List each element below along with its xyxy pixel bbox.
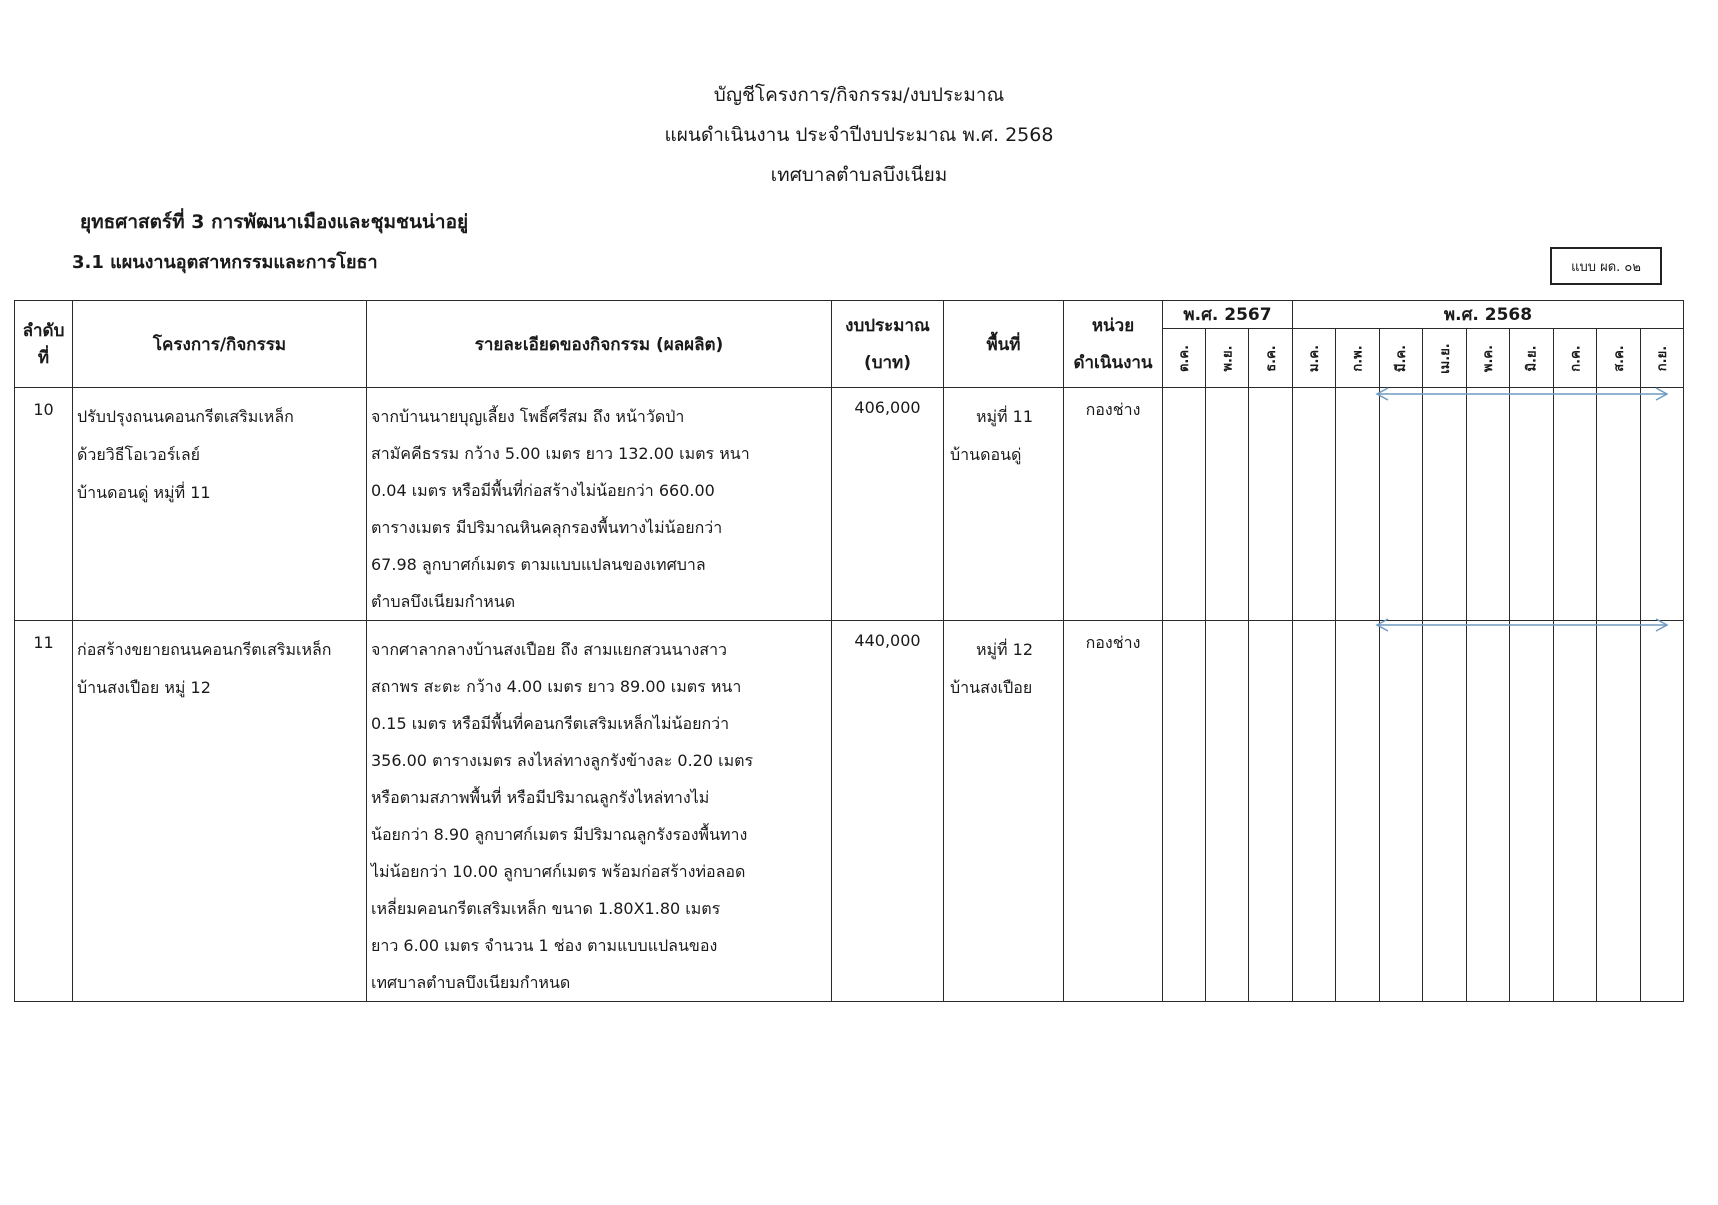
- month-cell: [1554, 621, 1597, 1002]
- month-cell: [1641, 388, 1684, 621]
- month-cell: [1510, 388, 1554, 621]
- month-cell: [1554, 388, 1597, 621]
- month-cell: [1336, 388, 1380, 621]
- month-cell: [1597, 621, 1641, 1002]
- month-cell: [1467, 388, 1510, 621]
- project-detail: จากศาลากลางบ้านสงเปือย ถึง สามแยกสวนนางสาว สถาพร สะตะ กว้าง 4.00 เมตร ยาว 89.00 เมตร หนา 0.15 เมตร หรือมีพื้นที่คอนกรีตเสริมเหล็กไม่น้อยกว่า 356.00 ตารางเมตร ลงไหล่ทางลูกรังข้างละ 0.20 เมตร หรือตามสภาพพื้นที่ หรือมีปริมาณลูกรังไหล่ทางไม่ น้อยกว่า 8.90 ลูกบาศก์เมตร มีปริมาณลูกรังรองพื้นทาง ไม่น้อยกว่า 10.00 ลูกบาศก์เมตร พร้อมก่อสร้างท่อลอด เหลี่ยมคอนกรีตเสริมเหล็ก ขนาด 1.80X1.80 เมตร ยาว 6.00 เมตร จำนวน 1 ช่อง ตามแบบแปลนของ เทศบาลตำบลบึงเนียมกำหนด: [367, 621, 832, 1002]
- document-subtitle: แผนดำเนินงาน ประจำปีงบประมาณ พ.ศ. 2568: [664, 124, 1054, 146]
- month-header: ต.ค.: [1163, 329, 1206, 388]
- header-area: พื้นที่: [944, 301, 1064, 388]
- month-header: ม.ค.: [1293, 329, 1336, 388]
- table-row: [15, 388, 1684, 621]
- month-cell: [1206, 621, 1249, 1002]
- header-year-2567: พ.ศ. 2567: [1163, 301, 1293, 329]
- month-cell: [1163, 388, 1206, 621]
- month-cell: [1206, 388, 1249, 621]
- budget-amount: 406,000: [832, 388, 944, 621]
- month-header: พ.ค.: [1467, 329, 1510, 388]
- month-cell: [1249, 621, 1293, 1002]
- month-cell: [1336, 621, 1380, 1002]
- month-cell: [1380, 388, 1423, 621]
- schedule-arrow-row-11: [1374, 617, 1670, 633]
- form-code: แบบ ผด. ๐๒: [1571, 259, 1641, 275]
- month-header: ก.พ.: [1336, 329, 1380, 388]
- document-title: บัญชีโครงการ/กิจกรรม/งบประมาณ: [713, 84, 1005, 106]
- budget-amount: 440,000: [832, 621, 944, 1002]
- month-cell: [1467, 621, 1510, 1002]
- month-cell: [1293, 621, 1336, 1002]
- month-cell: [1510, 621, 1554, 1002]
- month-cell: [1597, 388, 1641, 621]
- organization-name: เทศบาลตำบลบึงเนียม: [770, 164, 948, 186]
- responsible-unit: กองช่าง: [1064, 388, 1163, 621]
- month-header: ก.ย.: [1641, 329, 1684, 388]
- month-header: เม.ย.: [1423, 329, 1467, 388]
- header-project: โครงการ/กิจกรรม: [73, 301, 367, 388]
- project-plan-table: [14, 300, 1684, 1002]
- form-code-box: [1550, 247, 1662, 285]
- project-area: หมู่ที่ 12 บ้านสงเปือย: [944, 621, 1064, 1002]
- month-header: มิ.ย.: [1510, 329, 1554, 388]
- plan-heading: 3.1 แผนงานอุตสาหกรรมและการโยธา: [72, 252, 378, 273]
- month-cell: [1249, 388, 1293, 621]
- month-cell: [1163, 621, 1206, 1002]
- header-no: ลำดับ ที่: [15, 301, 73, 388]
- header-detail: รายละเอียดของกิจกรรม (ผลผลิต): [367, 301, 832, 388]
- table-row: [15, 621, 1684, 1002]
- month-cell: [1423, 388, 1467, 621]
- month-cell: [1423, 621, 1467, 1002]
- project-detail: จากบ้านนายบุญเลี้ยง โพธิ์ศรีสม ถึง หน้าวัดป่า สามัคคีธรรม กว้าง 5.00 เมตร ยาว 132.00 เมตร หนา 0.04 เมตร หรือมีพื้นที่ก่อสร้างไม่น้อยกว่า 660.00 ตารางเมตร มีปริมาณหินคลุกรองพื้นทางไม่น้อยกว่า 67.98 ลูกบาศก์เมตร ตามแบบแปลนของเทศบาล ตำบลบึงเนียมกำหนด: [367, 388, 832, 621]
- responsible-unit: กองช่าง: [1064, 621, 1163, 1002]
- month-header: ส.ค.: [1597, 329, 1641, 388]
- month-cell: [1293, 388, 1336, 621]
- month-header: พ.ย.: [1206, 329, 1249, 388]
- project-name: ปรับปรุงถนนคอนกรีตเสริมเหล็ก ด้วยวิธีโอเวอร์เลย์ บ้านดอนดู่ หมู่ที่ 11: [73, 388, 367, 621]
- schedule-arrow-row-10: [1374, 386, 1670, 402]
- month-cell: [1641, 621, 1684, 1002]
- row-number: 11: [15, 621, 73, 1002]
- strategy-heading: ยุทธศาสตร์ที่ 3 การพัฒนาเมืองและชุมชนน่าอยู่: [80, 211, 469, 233]
- header-year-2568: พ.ศ. 2568: [1293, 301, 1684, 329]
- project-name: ก่อสร้างขยายถนนคอนกรีตเสริมเหล็ก บ้านสงเปือย หมู่ 12: [73, 621, 367, 1002]
- month-cell: [1380, 621, 1423, 1002]
- header-budget: งบประมาณ (บาท): [832, 301, 944, 388]
- month-header: ธ.ค.: [1249, 329, 1293, 388]
- header-unit: หน่วย ดำเนินงาน: [1064, 301, 1163, 388]
- row-number: 10: [15, 388, 73, 621]
- month-header: มี.ค.: [1380, 329, 1423, 388]
- month-header: ก.ค.: [1554, 329, 1597, 388]
- project-area: หมู่ที่ 11 บ้านดอนดู่: [944, 388, 1064, 621]
